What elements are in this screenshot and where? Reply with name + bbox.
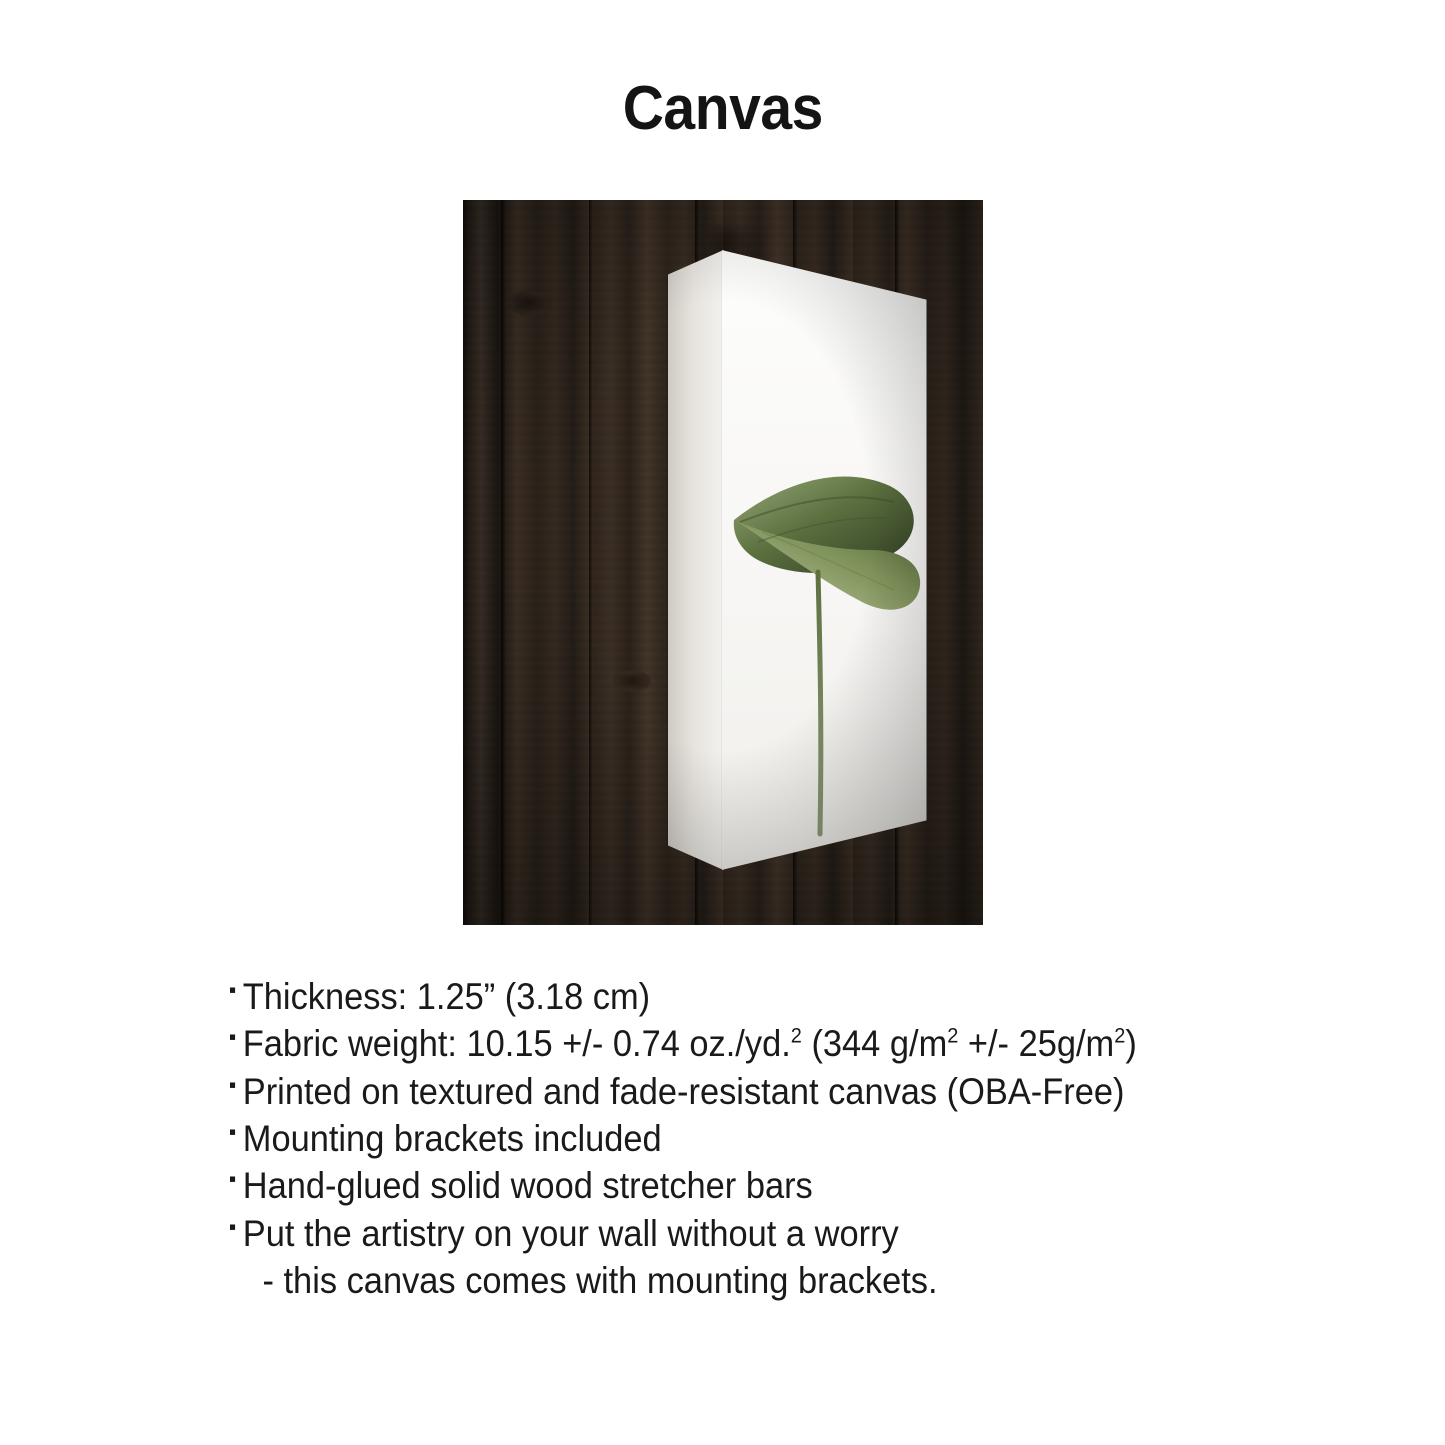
list-item-label: Put the artistry on your wall without a worry <box>242 1212 899 1254</box>
list-item <box>229 1115 1153 1162</box>
list-item <box>229 1162 1153 1209</box>
list-item <box>229 1068 1153 1115</box>
spec-list <box>223 973 1223 1305</box>
bullet-icon: ▪ <box>228 977 236 1002</box>
list-item-label: Hand-glued solid wood stretcher bars <box>242 1165 813 1207</box>
bullet-icon: ▪ <box>228 1213 236 1239</box>
bullet-icon: ▪ <box>228 1119 236 1145</box>
list-item <box>229 973 1153 1020</box>
canvas-product-photo <box>463 200 983 925</box>
list-item-label: Thickness: 1.25” (3.18 cm) <box>242 976 650 1017</box>
list-item <box>229 1020 1153 1067</box>
page-title: Canvas <box>622 74 823 143</box>
bullet-icon: ▪ <box>228 1166 236 1192</box>
list-item-continuation: - this canvas comes with mounting brackets. <box>261 1260 938 1302</box>
photo-vignette <box>463 200 983 925</box>
list-item-label: Mounting brackets included <box>242 1118 662 1160</box>
list-item-label: Fabric weight: 10.15 +/- 0.74 oz./yd.$^2$ (344 $g/m^2$ +/- $25g/m^2$) <box>242 1023 1137 1065</box>
list-item <box>229 1210 1153 1257</box>
bullet-icon: ▪ <box>228 1071 236 1097</box>
list-item-label: Printed on textured and fade-resistant canvas (OBA-Free) <box>242 1070 1124 1112</box>
bullet-icon: ▪ <box>228 1024 236 1050</box>
